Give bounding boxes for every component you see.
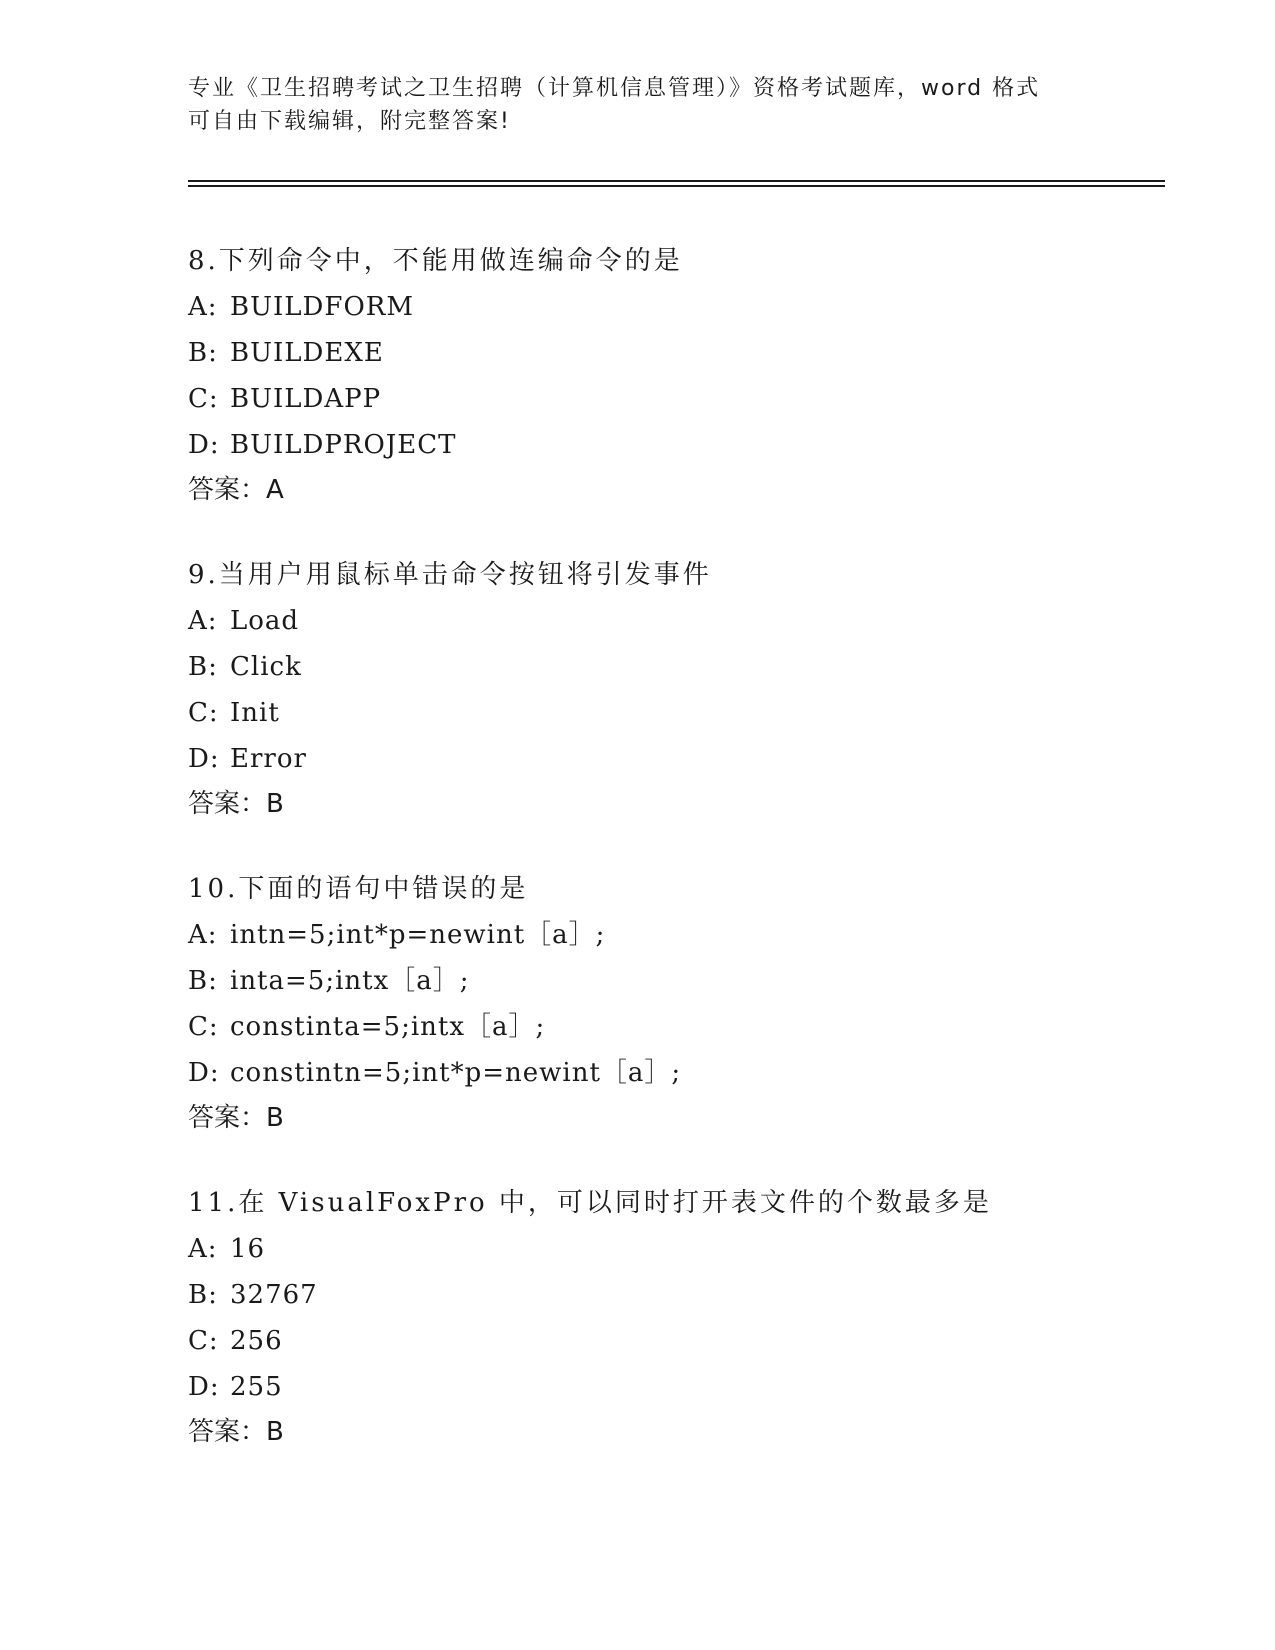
document-header bbox=[188, 72, 1088, 138]
option-text: 16 bbox=[230, 1234, 266, 1264]
option-text: inta=5;intx［a］; bbox=[230, 966, 470, 996]
question-title: 10.下面的语句中错误的是 bbox=[188, 874, 529, 904]
option-letter: C: bbox=[188, 1012, 219, 1042]
option-d bbox=[188, 422, 1188, 468]
question-9 bbox=[188, 552, 1188, 826]
option-b bbox=[188, 330, 1188, 376]
option-c bbox=[188, 1004, 1188, 1050]
option-letter: A: bbox=[188, 606, 218, 636]
header-divider-bottom bbox=[188, 185, 1165, 187]
option-letter: C: bbox=[188, 1326, 219, 1356]
option-text: Click bbox=[230, 652, 302, 682]
option-letter: B: bbox=[188, 966, 218, 996]
option-letter: D: bbox=[188, 1058, 220, 1088]
option-text: 256 bbox=[230, 1326, 283, 1356]
option-a bbox=[188, 598, 1188, 644]
option-text: BUILDFORM bbox=[230, 292, 414, 322]
question-title: 8.下列命令中，不能用做连编命令的是 bbox=[188, 246, 683, 276]
option-text: 255 bbox=[230, 1372, 283, 1402]
answer-line: 答案：B bbox=[188, 789, 284, 819]
option-text: BUILDPROJECT bbox=[230, 430, 457, 460]
option-a bbox=[188, 1226, 1188, 1272]
option-text: constinta=5;intx［a］; bbox=[230, 1012, 546, 1042]
option-d bbox=[188, 1050, 1188, 1096]
option-text: constintn=5;int*p=newint［a］; bbox=[230, 1058, 682, 1088]
question-list bbox=[188, 238, 1188, 1494]
option-b bbox=[188, 958, 1188, 1004]
option-letter: D: bbox=[188, 744, 220, 774]
option-b bbox=[188, 644, 1188, 690]
option-text: Init bbox=[230, 698, 280, 728]
option-text: BUILDAPP bbox=[230, 384, 382, 414]
question-title: 11.在 VisualFoxPro 中，可以同时打开表文件的个数最多是 bbox=[188, 1188, 992, 1218]
answer-line: 答案：B bbox=[188, 1417, 284, 1447]
header-line-2: 可自由下载编辑，附完整答案! bbox=[188, 109, 511, 134]
question-8 bbox=[188, 238, 1188, 512]
option-letter: A: bbox=[188, 920, 218, 950]
option-letter: D: bbox=[188, 430, 220, 460]
option-c bbox=[188, 1318, 1188, 1364]
answer-line: 答案：A bbox=[188, 475, 284, 505]
option-letter: A: bbox=[188, 292, 218, 322]
option-letter: B: bbox=[188, 1280, 218, 1310]
option-a bbox=[188, 912, 1188, 958]
option-letter: A: bbox=[188, 1234, 218, 1264]
option-a bbox=[188, 284, 1188, 330]
option-letter: C: bbox=[188, 384, 219, 414]
option-d bbox=[188, 1364, 1188, 1410]
option-text: intn=5;int*p=newint［a］; bbox=[230, 920, 606, 950]
header-divider-top bbox=[188, 180, 1165, 182]
option-c bbox=[188, 376, 1188, 422]
option-letter: C: bbox=[188, 698, 219, 728]
option-letter: D: bbox=[188, 1372, 220, 1402]
option-letter: B: bbox=[188, 652, 218, 682]
header-line-1: 专业《卫生招聘考试之卫生招聘（计算机信息管理）》资格考试题库，word 格式 bbox=[188, 76, 1041, 101]
option-c bbox=[188, 690, 1188, 736]
option-letter: B: bbox=[188, 338, 218, 368]
question-10 bbox=[188, 866, 1188, 1140]
answer-line: 答案：B bbox=[188, 1103, 284, 1133]
option-text: Load bbox=[230, 606, 300, 636]
option-text: Error bbox=[230, 744, 307, 774]
option-d bbox=[188, 736, 1188, 782]
option-text: 32767 bbox=[230, 1280, 318, 1310]
question-11 bbox=[188, 1180, 1188, 1454]
question-title: 9.当用户用鼠标单击命令按钮将引发事件 bbox=[188, 560, 712, 590]
option-b bbox=[188, 1272, 1188, 1318]
option-text: BUILDEXE bbox=[230, 338, 384, 368]
